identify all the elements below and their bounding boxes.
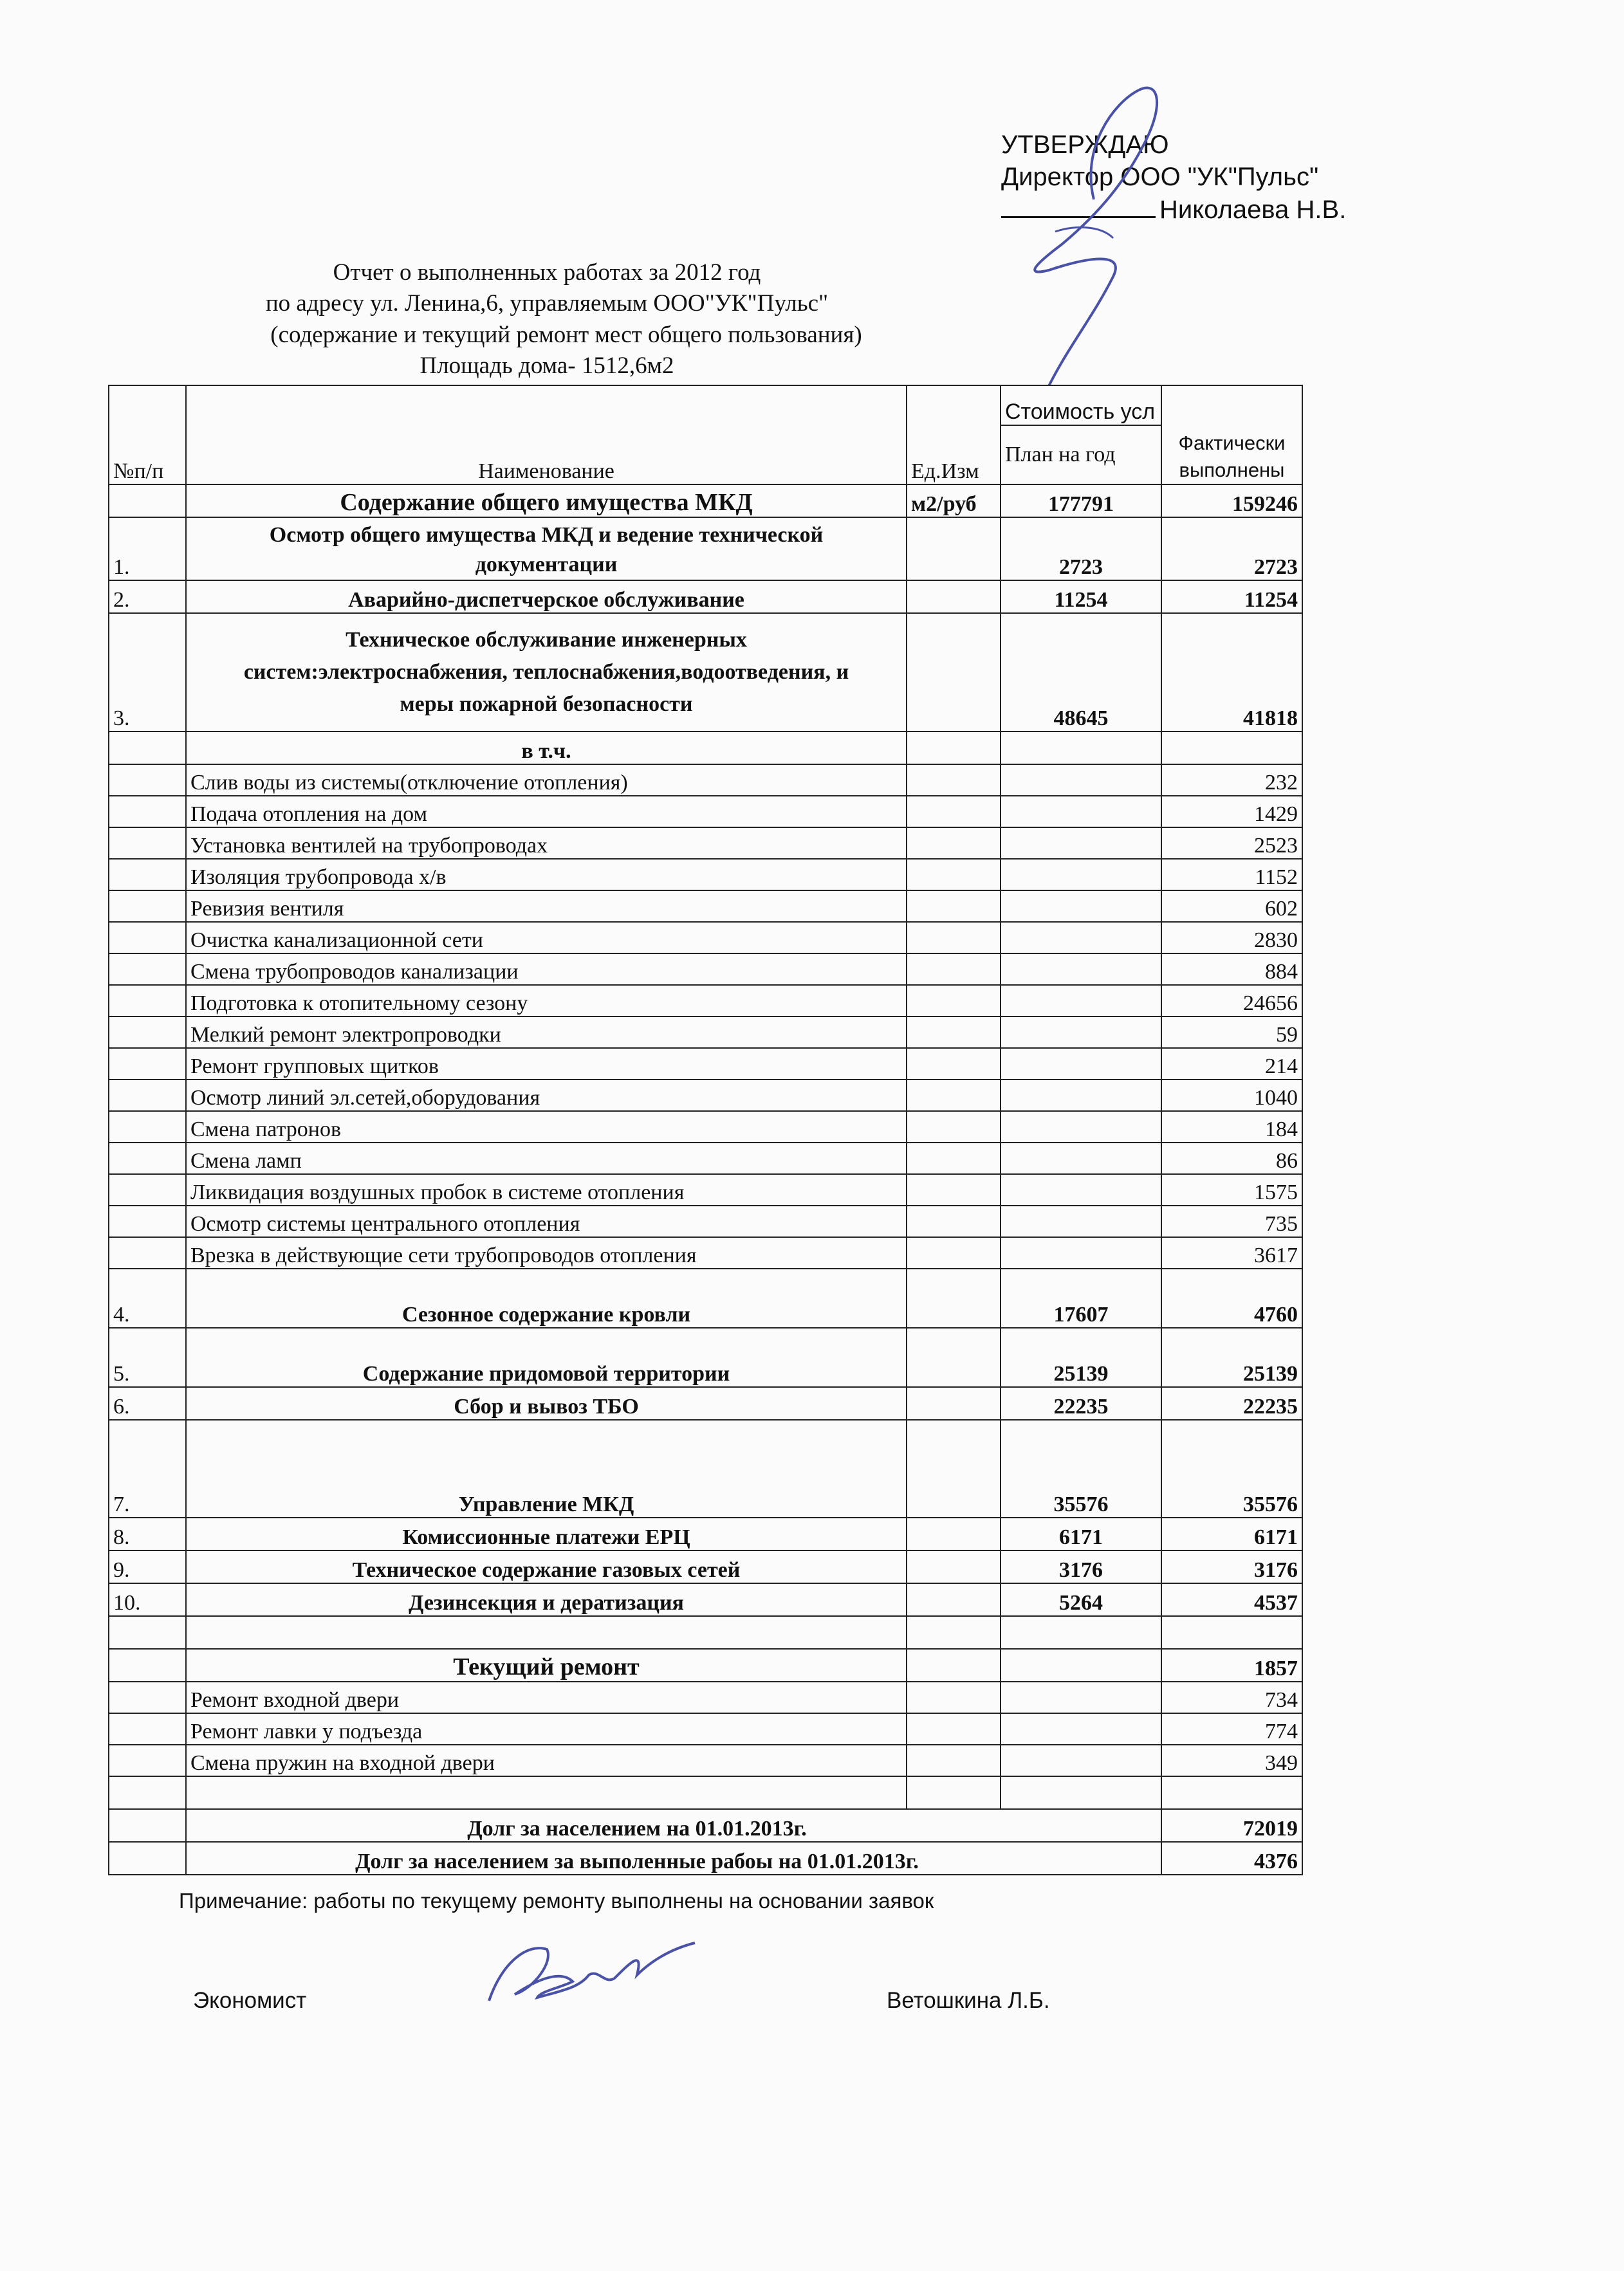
cell-actual: 3617: [1161, 1237, 1302, 1269]
cell-plan: [1001, 827, 1161, 859]
name-line: меры пожарной безопасности: [400, 692, 693, 716]
cell-actual: 2723: [1161, 517, 1302, 580]
header-name: Наименование: [186, 385, 907, 484]
cell-unit: [907, 1387, 1001, 1420]
cell-unit: [907, 890, 1001, 922]
cell-num: [109, 1174, 186, 1206]
cell-unit: [907, 1080, 1001, 1111]
cell-plan: [1001, 1237, 1161, 1269]
cell-name: Подготовка к отопительному сезону: [186, 985, 907, 1016]
table-row: [109, 1550, 1302, 1583]
cell-unit: [907, 1206, 1001, 1237]
cell-name: Очистка канализационной сети: [186, 922, 907, 953]
table-row: [109, 1682, 1302, 1713]
cell-num: [109, 1048, 186, 1080]
cell-unit: [907, 922, 1001, 953]
name-line: документации: [475, 553, 618, 576]
table-row: [109, 1237, 1302, 1269]
report-address: по адресу ул. Ленина,6, управляемым ООО"УК"Пульс": [265, 290, 829, 317]
cell-actual: 1152: [1161, 859, 1302, 890]
cell-num: 1.: [109, 517, 186, 580]
approval-signer-name: Николаева Н.В.: [1159, 196, 1347, 224]
table-row: [109, 1206, 1302, 1237]
cell-num: 7.: [109, 1420, 186, 1518]
cell-num: [109, 827, 186, 859]
header-row-1: [109, 385, 1302, 425]
cell-unit: [907, 953, 1001, 985]
cell-plan: [1001, 953, 1161, 985]
cell-actual: 1429: [1161, 796, 1302, 827]
cell-actual: 159246: [1161, 484, 1302, 517]
cell-name: Комиссионные платежи ЕРЦ: [186, 1518, 907, 1550]
cell-name: Дезинсекция и дератизация: [186, 1583, 907, 1616]
cell-unit: [907, 827, 1001, 859]
cell-plan: 48645: [1001, 613, 1161, 731]
table-row: [109, 1174, 1302, 1206]
cell-num: [109, 1713, 186, 1745]
approval-block: [1001, 129, 1346, 226]
sub-items: [109, 764, 1302, 1269]
cell-name: Слив воды из системы(отключение отопления): [186, 764, 907, 796]
cell-name: в т.ч.: [186, 731, 907, 764]
table-row: [109, 985, 1302, 1016]
cell-name: Ревизия вентиля: [186, 890, 907, 922]
cell-actual: 349: [1161, 1745, 1302, 1776]
cell-actual: 24656: [1161, 985, 1302, 1016]
cell-unit: [907, 1420, 1001, 1518]
cell-plan: [1001, 731, 1161, 764]
cell-unit: [907, 613, 1001, 731]
cell-name: Ремонт входной двери: [186, 1682, 907, 1713]
cell-actual: 2523: [1161, 827, 1302, 859]
cell-actual: 602: [1161, 890, 1302, 922]
signature-underline: [1001, 193, 1156, 218]
report-area: Площадь дома- 1512,6м2: [420, 353, 674, 379]
cell-unit: [907, 1111, 1001, 1143]
table-row: [109, 1649, 1302, 1682]
cell-unit: [907, 517, 1001, 580]
table-row: [109, 1583, 1302, 1616]
cell-actual: 6171: [1161, 1518, 1302, 1550]
cell-num: 4.: [109, 1269, 186, 1328]
cell-num: [109, 764, 186, 796]
cell-actual: 232: [1161, 764, 1302, 796]
cell-plan: 6171: [1001, 1518, 1161, 1550]
cell-actual: 884: [1161, 953, 1302, 985]
cell-plan: [1001, 1206, 1161, 1237]
footer-note: Примечание: работы по текущему ремонту выполнены на основании заявок: [179, 1889, 934, 1913]
cell-unit: [907, 1583, 1001, 1616]
cell-num: [109, 796, 186, 827]
cell-actual: 41818: [1161, 613, 1302, 731]
cell-unit: [907, 764, 1001, 796]
cell-num: [109, 922, 186, 953]
cell-num: [109, 1842, 186, 1875]
cell-num: [109, 1776, 186, 1809]
table-row: [109, 1616, 1302, 1649]
cell-actual: 774: [1161, 1713, 1302, 1745]
table-row: [109, 796, 1302, 827]
cell-name: Осмотр системы центрального отопления: [186, 1206, 907, 1237]
cell-actual: 86: [1161, 1143, 1302, 1174]
table-row: [109, 859, 1302, 890]
approval-signature-line: [1001, 193, 1346, 226]
cell-num: [109, 731, 186, 764]
table-row: [109, 1842, 1302, 1875]
cell-actual: 214: [1161, 1048, 1302, 1080]
cell-name: Изоляция трубопровода х/в: [186, 859, 907, 890]
cell-plan: [1001, 1048, 1161, 1080]
cell-plan: 22235: [1001, 1387, 1161, 1420]
table-row: [109, 1776, 1302, 1809]
table-row: [109, 1016, 1302, 1048]
cell-actual: [1161, 731, 1302, 764]
table-row: [109, 1713, 1302, 1745]
cell-name: Аварийно-диспетчерское обслуживание: [186, 580, 907, 613]
repair-items: [109, 1682, 1302, 1776]
cell-name: Долг за населением за выполенные рабоы на 01.01.2013г.: [186, 1842, 1161, 1875]
cell-name: Смена ламп: [186, 1143, 907, 1174]
cell-actual: 3176: [1161, 1550, 1302, 1583]
cell-name: Управление МКД: [186, 1420, 907, 1518]
header-cost-group: Стоимость усл: [1001, 385, 1161, 425]
cell-name: Установка вентилей на трубопроводах: [186, 827, 907, 859]
header-actual: [1161, 385, 1302, 484]
approval-heading: УТВЕРЖДАЮ: [1001, 131, 1169, 159]
cell-name: Содержание общего имущества МКД: [186, 484, 907, 517]
cell-unit: [907, 1776, 1001, 1809]
cell-unit: [907, 1682, 1001, 1713]
table-row: [109, 613, 1302, 731]
cell-actual: 25139: [1161, 1328, 1302, 1387]
cell-num: 9.: [109, 1550, 186, 1583]
table-row: [109, 1518, 1302, 1550]
cell-unit: [907, 796, 1001, 827]
cell-num: [109, 1745, 186, 1776]
cell-num: 2.: [109, 580, 186, 613]
header-plan: План на год: [1001, 425, 1161, 484]
table-row: [109, 953, 1302, 985]
table-row: [109, 1269, 1302, 1328]
cell-num: 10.: [109, 1583, 186, 1616]
table-row: [109, 1048, 1302, 1080]
cell-name: Текущий ремонт: [186, 1649, 907, 1682]
cell-actual: 59: [1161, 1016, 1302, 1048]
cell-num: [109, 890, 186, 922]
name-line: Осмотр общего имущества МКД и ведение технической: [269, 523, 824, 547]
cell-name: Сезонное содержание кровли: [186, 1269, 907, 1328]
report-table: [108, 385, 1303, 1875]
cell-name: Сбор и вывоз ТБО: [186, 1387, 907, 1420]
cell-unit: [907, 731, 1001, 764]
cell-actual: 1857: [1161, 1649, 1302, 1682]
cell-name: Осмотр линий эл.сетей,оборудования: [186, 1080, 907, 1111]
cell-unit: [907, 1237, 1001, 1269]
cell-unit: [907, 1174, 1001, 1206]
header-actual-line2: выполнены: [1179, 459, 1285, 481]
cell-num: [109, 484, 186, 517]
cell-unit: [907, 1649, 1001, 1682]
signer-name: Ветошкина Л.Б.: [887, 1988, 1050, 2013]
cell-plan: [1001, 1776, 1161, 1809]
cell-plan: [1001, 1016, 1161, 1048]
cell-actual: 4760: [1161, 1269, 1302, 1328]
cell-actual: 735: [1161, 1206, 1302, 1237]
cell-name: Мелкий ремонт электропроводки: [186, 1016, 907, 1048]
table-row: [109, 890, 1302, 922]
table-row: [109, 731, 1302, 764]
cell-plan: 11254: [1001, 580, 1161, 613]
cell-actual: 35576: [1161, 1420, 1302, 1518]
cell-num: 8.: [109, 1518, 186, 1550]
cell-plan: [1001, 859, 1161, 890]
cell-name: Врезка в действующие сети трубопроводов отопления: [186, 1237, 907, 1269]
table-row: [109, 1420, 1302, 1518]
approval-position: Директор ООО "УК"Пульс": [1001, 163, 1319, 191]
cell-plan: [1001, 890, 1161, 922]
name-line: Техническое обслуживание инженерных: [346, 628, 747, 652]
cell-plan: [1001, 1174, 1161, 1206]
table-row: [109, 1080, 1302, 1111]
cell-plan: [1001, 764, 1161, 796]
cell-name: Долг за населением на 01.01.2013г.: [186, 1809, 1161, 1842]
table-row: [109, 1328, 1302, 1387]
cell-num: [109, 1682, 186, 1713]
cell-plan: 25139: [1001, 1328, 1161, 1387]
table-row: [109, 1745, 1302, 1776]
name-line: систем:электроснабжения, теплоснабжения,водоотведения, и: [243, 660, 849, 684]
report-title: Отчет о выполненных работах за 2012 год: [333, 259, 761, 286]
cell-actual: 184: [1161, 1111, 1302, 1143]
cell-actual: 4537: [1161, 1583, 1302, 1616]
header-actual-line1: Фактически: [1178, 432, 1286, 454]
cell-name: [186, 1776, 907, 1809]
table-row: [109, 764, 1302, 796]
cell-actual: 1575: [1161, 1174, 1302, 1206]
cell-num: [109, 1237, 186, 1269]
cell-name: Ремонт лавки у подъезда: [186, 1713, 907, 1745]
cell-num: [109, 985, 186, 1016]
cell-actual: 72019: [1161, 1809, 1302, 1842]
header-num: №п/п: [109, 385, 186, 484]
cell-actual: 734: [1161, 1682, 1302, 1713]
cell-num: [109, 1206, 186, 1237]
cell-num: [109, 1143, 186, 1174]
cell-name: Подача отопления на дом: [186, 796, 907, 827]
report-scope: (содержание и текущий ремонт мест общего пользования): [270, 322, 862, 348]
cell-plan: [1001, 1143, 1161, 1174]
cell-plan: [1001, 985, 1161, 1016]
cell-unit: [907, 580, 1001, 613]
cell-name: [186, 517, 907, 580]
cell-unit: [907, 1616, 1001, 1649]
cell-plan: 17607: [1001, 1269, 1161, 1328]
cell-plan: [1001, 922, 1161, 953]
cell-actual: 2830: [1161, 922, 1302, 953]
cell-plan: [1001, 796, 1161, 827]
cell-num: [109, 1016, 186, 1048]
cell-plan: 177791: [1001, 484, 1161, 517]
cell-plan: 5264: [1001, 1583, 1161, 1616]
cell-actual: 22235: [1161, 1387, 1302, 1420]
cell-name: Смена трубопроводов канализации: [186, 953, 907, 985]
cell-num: 5.: [109, 1328, 186, 1387]
cell-num: [109, 1080, 186, 1111]
cell-unit: [907, 1550, 1001, 1583]
cell-unit: м2/руб: [907, 484, 1001, 517]
table-row: [109, 922, 1302, 953]
cell-num: [109, 1809, 186, 1842]
cell-unit: [907, 1143, 1001, 1174]
cell-plan: [1001, 1682, 1161, 1713]
cell-name: Ликвидация воздушных пробок в системе отопления: [186, 1174, 907, 1206]
cell-num: [109, 953, 186, 985]
cell-plan: [1001, 1713, 1161, 1745]
cell-actual: [1161, 1616, 1302, 1649]
cell-unit: [907, 859, 1001, 890]
cell-name: Ремонт групповых щитков: [186, 1048, 907, 1080]
cell-unit: [907, 1713, 1001, 1745]
table-row: [109, 1809, 1302, 1842]
cell-num: [109, 1111, 186, 1143]
cell-actual: 4376: [1161, 1842, 1302, 1875]
cell-name: Техническое содержание газовых сетей: [186, 1550, 907, 1583]
cell-plan: [1001, 1616, 1161, 1649]
cell-actual: [1161, 1776, 1302, 1809]
table-row: [109, 517, 1302, 580]
cell-unit: [907, 985, 1001, 1016]
header-unit: Ед.Изм: [907, 385, 1001, 484]
cell-name: Смена патронов: [186, 1111, 907, 1143]
table-row: [109, 1143, 1302, 1174]
cell-unit: [907, 1745, 1001, 1776]
cell-num: 3.: [109, 613, 186, 731]
cell-unit: [907, 1269, 1001, 1328]
cell-unit: [907, 1328, 1001, 1387]
cell-plan: [1001, 1080, 1161, 1111]
cell-num: [109, 1649, 186, 1682]
cell-unit: [907, 1518, 1001, 1550]
cell-name: Содержание придомовой территории: [186, 1328, 907, 1387]
cell-plan: 2723: [1001, 517, 1161, 580]
table-row: [109, 1111, 1302, 1143]
cell-num: [109, 859, 186, 890]
cell-unit: [907, 1048, 1001, 1080]
cell-plan: [1001, 1649, 1161, 1682]
cell-num: 6.: [109, 1387, 186, 1420]
table-row: [109, 827, 1302, 859]
cell-plan: [1001, 1745, 1161, 1776]
table-row: [109, 580, 1302, 613]
cell-name: [186, 613, 907, 731]
cell-plan: 3176: [1001, 1550, 1161, 1583]
cell-actual: 11254: [1161, 580, 1302, 613]
cell-plan: [1001, 1111, 1161, 1143]
cell-actual: 1040: [1161, 1080, 1302, 1111]
cell-num: [109, 1616, 186, 1649]
cell-name: Смена пружин на входной двери: [186, 1745, 907, 1776]
table-row: [109, 484, 1302, 517]
signer-role: Экономист: [193, 1988, 307, 2013]
cell-plan: 35576: [1001, 1420, 1161, 1518]
cell-name: [186, 1616, 907, 1649]
cell-unit: [907, 1016, 1001, 1048]
economist-signature-icon: [476, 1924, 708, 2020]
table-row: [109, 1387, 1302, 1420]
